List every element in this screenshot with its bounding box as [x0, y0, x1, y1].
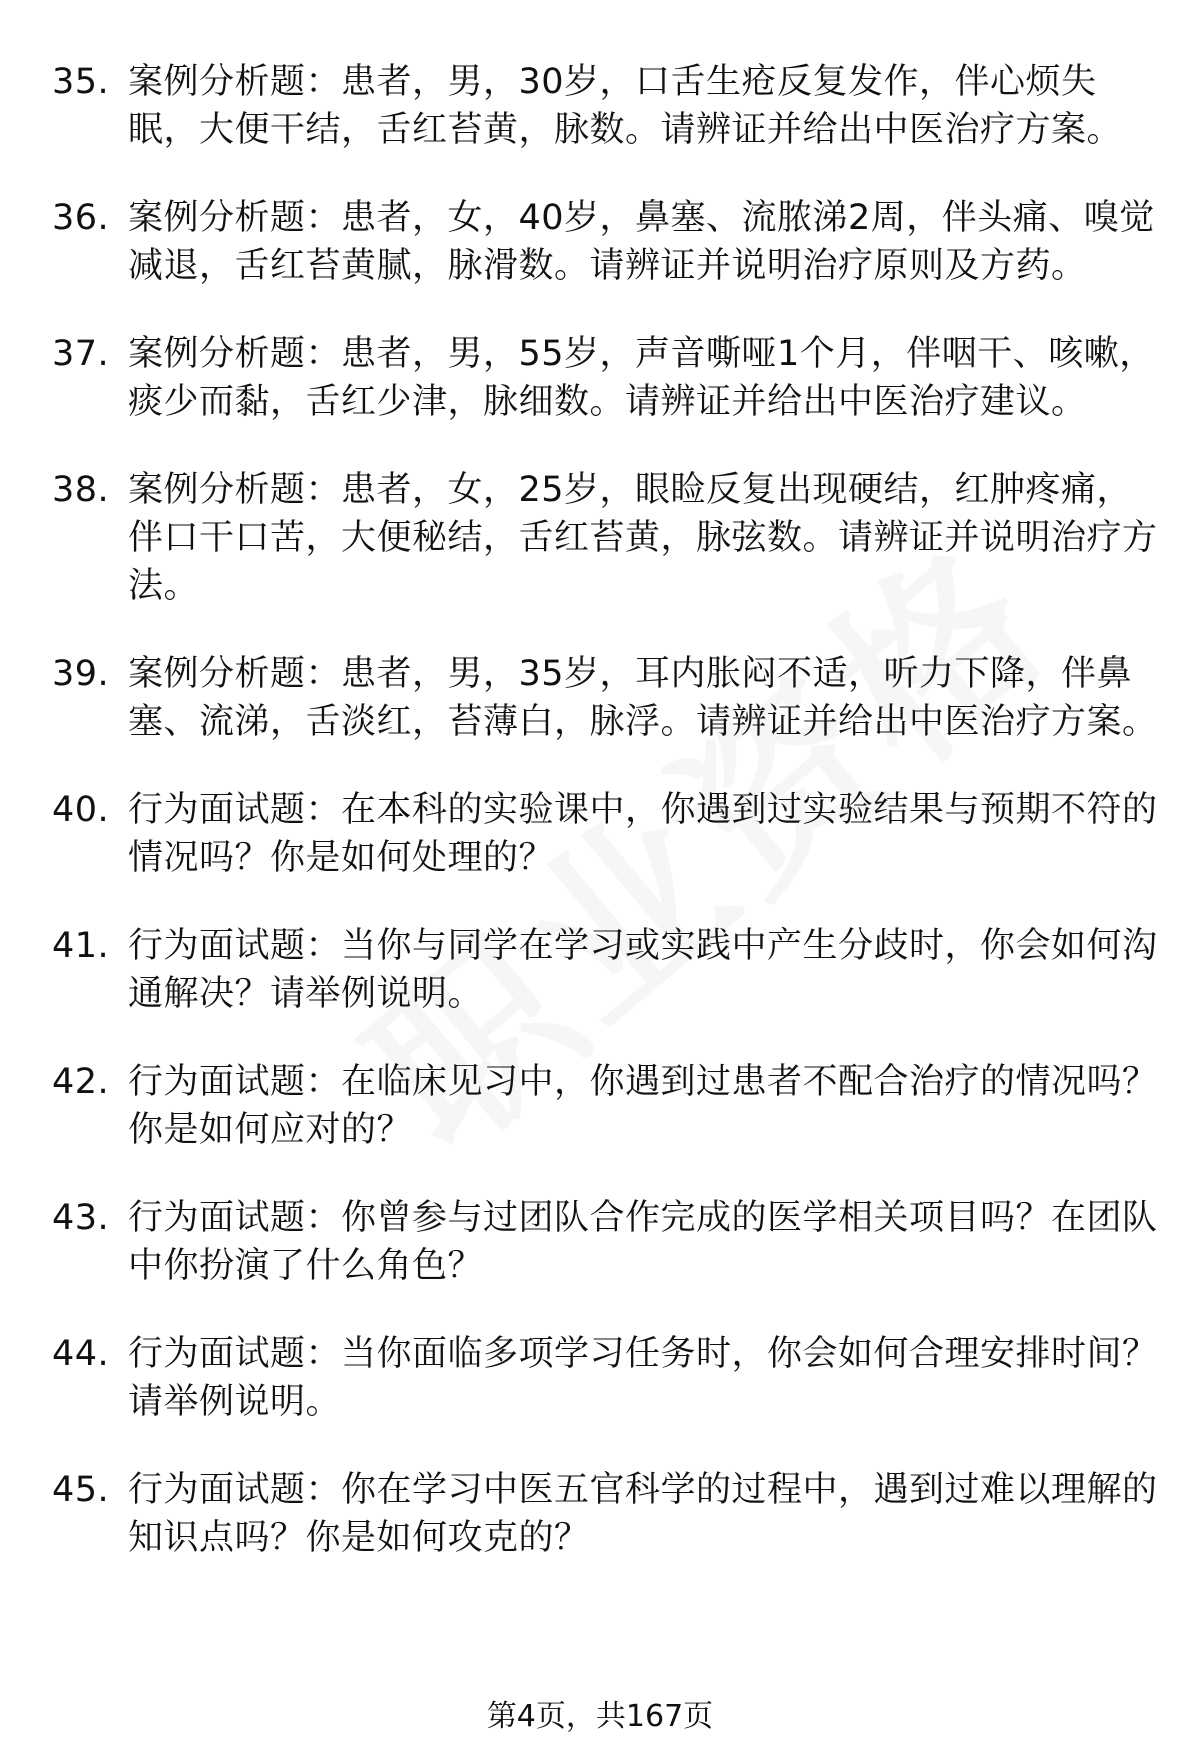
question-text: 行为面试题：当你与同学在学习或实践中产生分歧时，你会如何沟通解决？请举例说明。: [128, 926, 1158, 1014]
question-text: 行为面试题：在本科的实验课中，你遇到过实验结果与预期不符的情况吗？你是如何处理的？: [128, 790, 1158, 878]
question-number: 40.: [52, 790, 110, 830]
list-item: [52, 466, 1162, 610]
question-list: [52, 58, 1162, 1602]
list-item: [52, 58, 1162, 154]
question-number: 39.: [52, 654, 110, 694]
question-number: 35.: [52, 62, 110, 102]
question-number: 45.: [52, 1470, 110, 1510]
list-item: [52, 1330, 1162, 1426]
question-number: 42.: [52, 1062, 110, 1102]
question-number: 38.: [52, 470, 110, 510]
list-item: [52, 1194, 1162, 1290]
list-item: [52, 1058, 1162, 1154]
question-number: 44.: [52, 1334, 110, 1374]
question-text: 案例分析题：患者，女，25岁，眼睑反复出现硬结，红肿疼痛，伴口干口苦，大便秘结，舌红苔黄，脉弦数。请辨证并说明治疗方法。: [128, 470, 1158, 606]
list-item: [52, 650, 1162, 746]
list-item: [52, 786, 1162, 882]
question-text: 案例分析题：患者，男，35岁，耳内胀闷不适，听力下降，伴鼻塞、流涕，舌淡红，苔薄白，脉浮。请辨证并给出中医治疗方案。: [128, 654, 1158, 742]
page-footer: 第4页，共167页: [486, 1699, 714, 1734]
question-text: 案例分析题：患者，男，30岁，口舌生疮反复发作，伴心烦失眠，大便干结，舌红苔黄，脉数。请辨证并给出中医治疗方案。: [128, 62, 1123, 150]
question-text: 行为面试题：你曾参与过团队合作完成的医学相关项目吗？在团队中你扮演了什么角色？: [128, 1198, 1158, 1286]
question-text: 行为面试题：在临床见习中，你遇到过患者不配合治疗的情况吗？你是如何应对的？: [128, 1062, 1158, 1150]
list-item: [52, 922, 1162, 1018]
question-text: 行为面试题：你在学习中医五官科学的过程中，遇到过难以理解的知识点吗？你是如何攻克的？: [128, 1470, 1158, 1558]
question-text: 案例分析题：患者，男，55岁，声音嘶哑1个月，伴咽干、咳嗽，痰少而黏，舌红少津，脉细数。请辨证并给出中医治疗建议。: [128, 334, 1155, 422]
list-item: [52, 1466, 1162, 1562]
question-text: 行为面试题：当你面临多项学习任务时，你会如何合理安排时间？请举例说明。: [128, 1334, 1158, 1422]
question-text: 案例分析题：患者，女，40岁，鼻塞、流脓涕2周，伴头痛、嗅觉减退，舌红苔黄腻，脉滑数。请辨证并说明治疗原则及方药。: [128, 198, 1155, 286]
question-number: 41.: [52, 926, 110, 966]
question-number: 43.: [52, 1198, 110, 1238]
question-number: 37.: [52, 334, 110, 374]
question-number: 36.: [52, 198, 110, 238]
list-item: [52, 330, 1162, 426]
list-item: [52, 194, 1162, 290]
